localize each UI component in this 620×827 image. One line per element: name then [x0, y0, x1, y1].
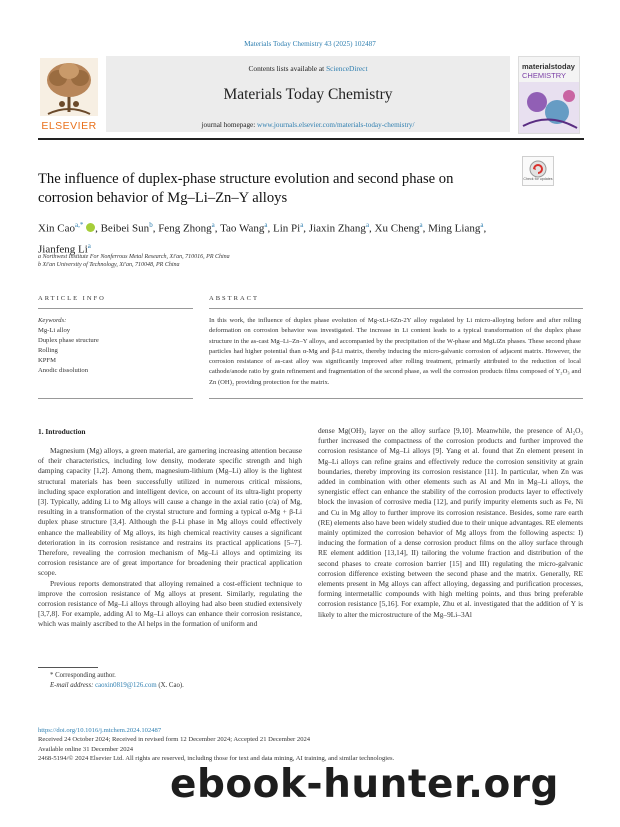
corresponding-footnote — [50, 671, 184, 691]
journal-reference[interactable]: Materials Today Chemistry 43 (2025) 102487 — [244, 40, 376, 48]
affiliation-b: b Xi'an University of Technology, Xi'an, 710048, PR China — [38, 262, 180, 268]
article-info-bottom-rule — [38, 398, 193, 399]
author-email-link[interactable]: caoxin0819@126.com — [95, 682, 157, 689]
keyword-item: Mg-Li alloy — [38, 327, 71, 334]
homepage-link[interactable]: www.journals.elsevier.com/materials-today-chemistry/ — [257, 121, 415, 129]
copyright-line: 2468-5194/© 2024 Elsevier Ltd. All rights are reserved, including those for text and data mining, AI training, and similar technologies. — [38, 755, 395, 763]
abstract-text: In this work, the influence of duplex phase evolution of Mg-xLi-6Zn-2Y alloy regulated by Li micro-alloying before and after rolling deformation on corrosion behavior was investigated. The increase in Li content leads to a typical transformation of the duplex phase structure in the as-cast Mg–Li–Zn–Y alloys, and accompanied by the precipitation of the W-phase and MgLiZn phases. These second phase particles had higher potential than α-Mg and β-Li matrix, thereby inducing the micro-galvanic corrosion of adjacent matrix. However, the corrosion resistance of as-cast alloy was significantly improved after rolling treatment, primarily attributed to the reduction of local cathode/anode ratio by grain refinement and fragmentation of the second phase, as well the corrosion products films composed of Y₂O₃ and Zn (OH)₂ providing protection for the matrix. — [209, 317, 581, 386]
author-name[interactable]: Xin Cao — [38, 222, 75, 235]
keyword-item: KPFM — [38, 357, 56, 364]
author-affil-mark[interactable]: a — [419, 221, 423, 229]
author-name[interactable]: Xu Cheng — [374, 222, 420, 235]
author-affil-mark[interactable]: a — [480, 221, 484, 229]
header-rule — [38, 138, 584, 140]
doi-block — [38, 726, 584, 764]
abstract-bottom-rule — [209, 398, 583, 399]
email-suffix: (X. Cao). — [156, 682, 184, 689]
keywords-block — [38, 316, 188, 376]
keyword-item: Duplex phase structure — [38, 337, 99, 344]
author-name[interactable]: Beibei Sun — [100, 222, 150, 235]
author-affil-mark[interactable]: a,* — [74, 221, 84, 229]
cover-title-top: materialstoday — [522, 62, 575, 71]
elsevier-logo — [38, 56, 100, 134]
introduction-heading: 1. Introduction — [38, 427, 86, 436]
available-online: Available online 31 December 2024 — [38, 745, 134, 753]
journal-cover-thumbnail[interactable] — [518, 56, 580, 134]
keyword-item: Rolling — [38, 347, 58, 354]
intro-left-column — [38, 446, 302, 630]
abstract-heading: ABSTRACT — [209, 295, 259, 302]
doi-link[interactable]: https://doi.org/10.1016/j.mtchem.2024.102487 — [38, 727, 162, 734]
intro-paragraph: Magnesium (Mg) alloys, a green material, are garnering increasing attention because of their characteristics, including low density, moderate specific strength and high damping capacity [1,2]. Among them, magnesium-lithium (Mg–Li) alloy is the lightest structural materials has been successfully utilized in numerous critical missions, including space exploration and intelligent device, on account of its ultra-light property [3]. Typically, adding Li to Mg alloys will cause a change in the axial ratio (c/a) of Mg, resulting in a transformation of the crystal structure and forming a typical α-Mg + β-Li duplex phase structure [3,4]. Although the β-Li phase in Mg alloys could effectively enhance the malleability of Mg alloys, its high chemical reactivity causes a significant deterioration in its corrosion resistance and restrains its practical applications [5–7]. Therefore, revealing the corrosion mechanism of Mg–Li alloys and optimizing its corrosion resistance are of great importance for broadening their practical application scope. — [38, 446, 302, 578]
author-name[interactable]: Lin Pi — [272, 222, 301, 235]
affiliation-a: a Northwest Institute For Nonferrous Metal Research, Xi'an, 710016, PR China — [38, 254, 230, 260]
author-name[interactable]: Ming Liang — [428, 222, 481, 235]
contents-prefix: Contents lists available at — [248, 64, 327, 73]
author-affil-mark[interactable]: a — [300, 221, 304, 229]
watermark-text: ebook-hunter.org — [170, 762, 559, 807]
author-affil-mark[interactable]: a — [87, 241, 91, 250]
sciencedirect-link[interactable]: ScienceDirect — [326, 64, 368, 73]
keywords-label: Keywords: — [38, 317, 67, 324]
check-updates-label: Check for updates — [523, 177, 553, 181]
corresponding-author-note: * Corresponding author. — [50, 672, 116, 679]
article-info-rule — [38, 308, 193, 309]
author-name[interactable]: Feng Zhong — [158, 222, 212, 235]
article-title: The influence of duplex-phase structure evolution and second phase on corrosion behavior of Mg–Li–Zn–Y alloys — [38, 171, 454, 206]
author-name[interactable]: Jiaxin Zhang — [308, 222, 366, 235]
orcid-icon[interactable] — [86, 223, 95, 232]
author-name[interactable]: Jianfeng Li — [38, 243, 88, 256]
intro-paragraph: dense Mg(OH)₂ layer on the alloy surface [9,10]. Meanwhile, the presence of Al₂O₃ further increased the compactness of the corrosion products and further improved the corrosion resistance of Mg–Li alloys [9]. Yang et al. found that Zn element present in Mg–Li alloys can refine grains and effectively reduce the corrosion sensitivity at grain boundaries, thereby improving its corrosion resistance [11]. In particular, when Zn was added in combination with other elements such as Al and Mn in Mg–Li alloys, the synergistic effect can enhance the stability of the corrosion products layer to effectively block the invasion of corrosive media [12], and purify impurity elements such as Fe, Ni and Cu in Mg alloy to further improve its corrosion resistance. Besides, some rare earth (RE) elements also have been widely studied due to their unique advantages. RE elements mainly optimized the corrosion behavior of Mg alloys from the following aspects: I) inducing the formation of a dense corrosion product films on the alloy surface through RE element addition [13,14], II) tailoring the volume fraction and distribution of the second phases to create corrosion barrier [15] and III) regulating the micro-galvanic corrosion difference existing between the second phase and the matrix. Generally, RE elements present in Mg alloys can affect alloying, degassing and purification processes, forming intermetallic compounds with high melting points, and thus bring preferable corrosion resistance [5,16]. For example, Zhu et al. investigated that the addition of Y is likely to alter the microstructure of the Mg–9Li–3Al — [318, 426, 583, 619]
journal-title[interactable]: Materials Today Chemistry — [223, 86, 393, 103]
author-affil-mark[interactable]: a — [211, 221, 215, 229]
article-info-heading: ARTICLE INFO — [38, 295, 106, 302]
received-dates: Received 24 October 2024; Received in revised form 12 December 2024; Accepted 21 December 2024 — [38, 736, 311, 744]
abstract-rule — [209, 308, 583, 309]
footnote-rule — [38, 667, 98, 668]
check-for-updates-badge[interactable] — [522, 156, 554, 186]
author-list: Xin Cao$^{a,*}$ , Beibei Sun$^b$, Feng Zhong$^a$, Tao Wang$^a$, Lin Pi$^a$, Jiaxin Zhang$^a$, Xu Cheng$^a$, Ming Liang$^a$, Jianfeng Li$^a$ — [38, 221, 487, 256]
email-label: E-mail address: — [50, 682, 96, 689]
author-name[interactable]: Tao Wang — [220, 222, 265, 235]
author-affil-mark[interactable]: a — [264, 221, 268, 229]
publisher-logo-text: ELSEVIER — [41, 120, 97, 132]
author-affil-mark[interactable]: a — [365, 221, 370, 229]
cover-title-bottom: CHEMISTRY — [522, 71, 567, 80]
check-updates-icon — [523, 159, 553, 179]
intro-paragraph: Previous reports demonstrated that alloying remained a cost-efficient technique to improve the corrosion resistance of Mg alloys at present. Similarly, regulating the corrosion resistance of Mg–Li alloys through alloying had also been studied extensively [3,7,8]. For example, adding Al to Mg–Li alloys can enhance their corrosion resistance, which was mainly ascribed to the Al helps in the formation of uniform and — [38, 578, 302, 629]
intro-right-column — [318, 426, 583, 620]
cover-art-icon — [519, 82, 580, 134]
homepage-prefix: journal homepage: — [201, 121, 258, 129]
keyword-item: Anodic dissolution — [38, 367, 89, 374]
homepage-line — [106, 121, 510, 129]
author-affil-mark[interactable]: b — [149, 221, 153, 229]
contents-line — [106, 64, 510, 73]
